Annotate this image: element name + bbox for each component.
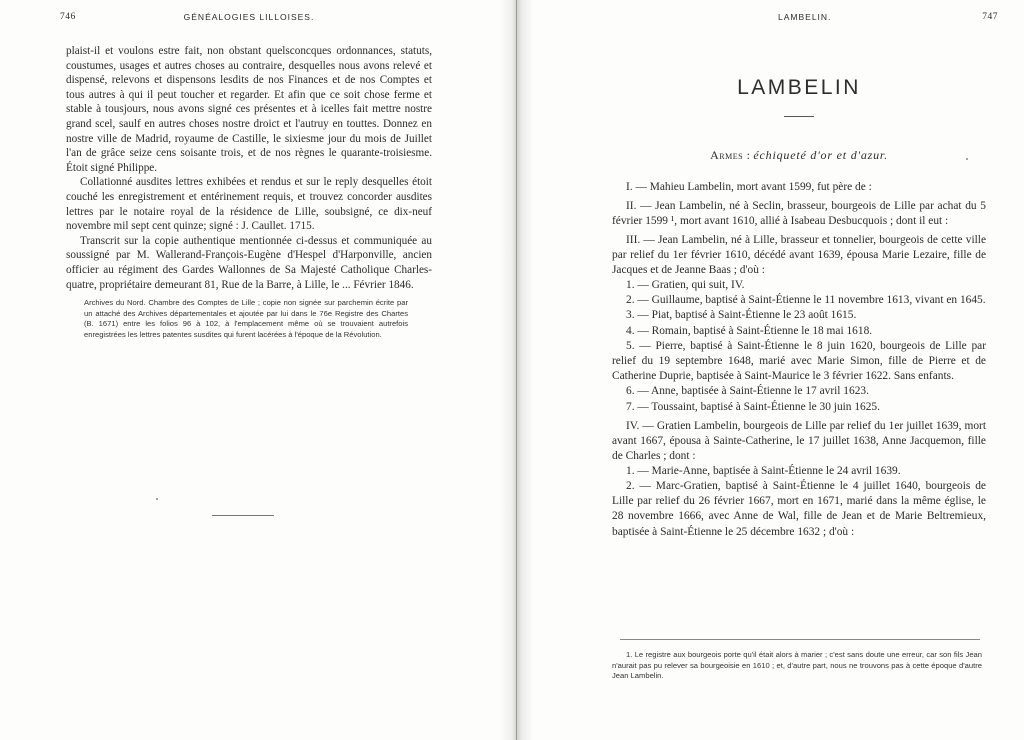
footnote-rule — [620, 639, 980, 640]
archive-note: Archives du Nord. Chambre des Comptes de Lille ; copie non signée sur parchemin écrite par un attaché des Archives départementales et ajoutée par lui dans le 76e Registre des Chartes (B. 1671) entre les folios 96 à 102, à l'emplacement même où se trouvaient autrefois enregistrées les lettres patentes susdites qui furent lacérées à l'époque de la Révolution. — [84, 298, 408, 339]
child-iii-6: 6. — Anne, baptisée à Saint-Étienne le 17 avril 1623. — [626, 385, 869, 398]
paper-speck — [156, 498, 158, 500]
child-iv-2: 2. — Marc-Gratien, baptisé à Saint-Étienne le 4 juillet 1640, bourgeois de Lille par relief du 26 février 1667, mort en 1671, marié dans la même église, le 28 novembre 1666, avec Anne de Wal, fille de Jean et de Marie Beltremieux, baptisée à Saint-Étienne le 25 décembre 1632 ; d'où : — [612, 480, 986, 538]
footnote: 1. Le registre aux bourgeois porte qu'il était alors à marier ; c'est sans doute une erreur, car son fils Jean n'aurait pas pu relever sa bourgeoisie en 1610 ; et, d'autre part, nous ne trouvons pas à cette époque d'autre Jean Lambelin. — [612, 650, 982, 681]
left-paragraph-1: plaist-il et voulons estre fait, non obstant quelsconcques ordonnances, statuts, coustumes, usages et autres choses au contraire, desquelles nous avons relevé et dispensé, relevons et dispensons lesdits de nos Finances et de nos Comptes et tous autres à qui il peut toucher et regarder. Et afin que ce soit chose ferme et stable à tousjours, nous avons signé ces présentes et à icelles fait mettre nostre grand scel, saulf en autres choses nostre droict et l'autruy en touttes. Donnez en nostre ville de Madrid, royaume de Castille, le sixiesme jour du mois de Juillet l'an de grâce seize cens soisante trois, et de nos règnes le quarante-troisiesme. Étoit signé Philippe. — [66, 45, 432, 174]
arms-description: échiqueté d'or et d'azur. — [753, 148, 888, 162]
child-iii-3: 3. — Piat, baptisé à Saint-Étienne le 23 août 1615. — [626, 309, 857, 322]
genealogy-entry-iii: III. — Jean Lambelin, né à Lille, brasseur et tonnelier, bourgeois de cette ville par relief du 1er février 1610, décédé avant 1639, épousa Marie Lezaire, fille de Jacques et de Jeanne Baas ; d'où : — [612, 234, 986, 276]
child-iv-1: 1. — Marie-Anne, baptisée à Saint-Étienne le 24 avril 1639. — [626, 464, 901, 477]
right-page — [612, 0, 998, 740]
genealogy-entry-ii: II. — Jean Lambelin, né à Seclin, brasseur, bourgeois de Lille par achat du 5 février 1599 ¹, mort avant 1610, allié à Isabeau Desbucquois ; dont il eut : — [612, 200, 986, 227]
arms-label: Armes : — [710, 148, 751, 162]
child-iii-5: 5. — Pierre, baptisé à Saint-Étienne le 8 juin 1620, bourgeois de Lille par relief du 19 septembre 1648, marié avec Marie Simon, fille de Pierre et de Catherine Duprie, baptisée à Saint-Maurice le 3 février 1622. Sans enfants. — [612, 339, 986, 383]
child-iii-1: 1. — Gratien, qui suit, IV. — [626, 279, 745, 291]
left-page — [60, 0, 432, 740]
left-running-head: GÉNÉALOGIES LILLOISES. — [183, 12, 315, 22]
left-page-body — [66, 44, 432, 340]
genealogy-entry-i: I. — Mahieu Lambelin, mort avant 1599, fut père de : — [626, 181, 872, 193]
gutter-fold-line — [516, 0, 517, 740]
arms-line — [612, 148, 986, 163]
family-title: LAMBELIN — [737, 76, 861, 99]
left-paragraph-3: Transcrit sur la copie authentique mentionnée ci-dessus et communiquée au soussigné par M. Wallerand-François-Eugène d'Hespel d'Harponville, ancien officier au régiment des Gardes Wallonnes de Sa Majesté Catholique Charles-quatre, propriétaire demeurant 81, Rue de la Barre, à Lille, le ... Février 1846. — [66, 234, 432, 291]
left-page-number: 746 — [60, 12, 76, 22]
title-rule — [784, 116, 814, 117]
right-page-body — [612, 176, 986, 540]
child-iii-2: 2. — Guillaume, baptisé à Saint-Étienne le 11 novembre 1613, vivant en 1645. — [626, 294, 986, 307]
paper-speck — [966, 158, 968, 160]
right-page-number: 747 — [982, 12, 998, 22]
right-running-head: LAMBELIN. — [778, 12, 832, 22]
book-gutter — [500, 0, 534, 740]
right-page-header — [612, 12, 998, 26]
left-paragraph-2: Collationné ausdites lettres exhibées et rendus et sur le reply desquelles étoit couché les enregistrement et entérinement requis, et trouvez concorder ausdites lettres par le notaire royal de la résidence de Lille, soubsigné, ce dix-neuf novembre mil sept cent quinze; signé : J. Caullet. 1715. — [66, 176, 432, 233]
genealogy-entry-iv: IV. — Gratien Lambelin, bourgeois de Lille par relief du 1er juillet 1639, mort avant 1667, épousa à Sainte-Catherine, le 17 juillet 1638, Anne Jacquemon, fille de Charles ; dont : — [612, 419, 986, 462]
end-rule — [212, 515, 274, 516]
left-page-header — [60, 12, 432, 26]
child-iii-4: 4. — Romain, baptisé à Saint-Étienne le 18 mai 1618. — [626, 324, 873, 337]
child-iii-7: 7. — Toussaint, baptisé à Saint-Étienne le 30 juin 1625. — [626, 400, 880, 413]
